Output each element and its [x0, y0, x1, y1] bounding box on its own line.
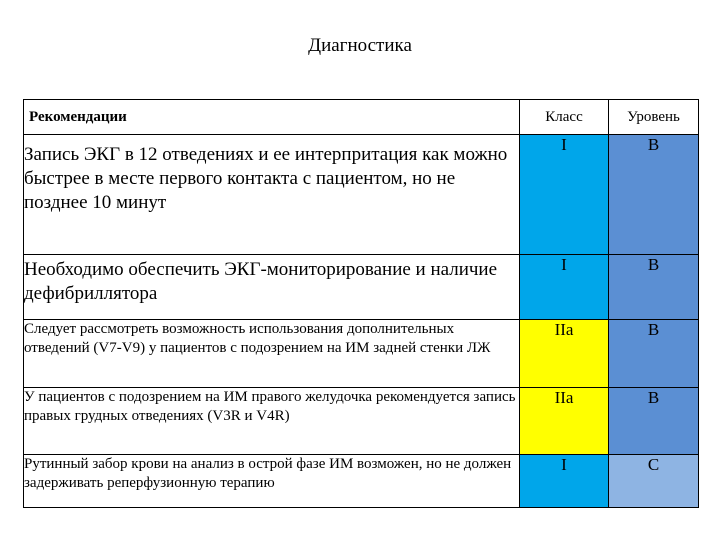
recommendation-cell: У пациентов с подозрением на ИМ правого желудочка рекомендуется запись правых грудных отведениях (V3R и V4R)	[24, 388, 520, 455]
level-cell: B	[609, 135, 699, 255]
level-cell: B	[609, 320, 699, 388]
recommendations-table	[23, 99, 699, 508]
class-cell: IIa	[520, 320, 609, 388]
class-cell: IIa	[520, 388, 609, 455]
header-class: Класс	[520, 100, 609, 135]
table-row	[24, 135, 699, 255]
level-cell: B	[609, 255, 699, 320]
table-row	[24, 388, 699, 455]
table-row	[24, 455, 699, 508]
class-cell: I	[520, 135, 609, 255]
class-cell: I	[520, 255, 609, 320]
class-cell: I	[520, 455, 609, 508]
recommendation-cell: Следует рассмотреть возможность использования дополнительных отведений (V7-V9) у пациентов с подозрением на ИМ задней стенки ЛЖ	[24, 320, 520, 388]
table-header-row	[24, 100, 699, 135]
recommendation-cell: Необходимо обеспечить ЭКГ-мониторирование и наличие дефибриллятора	[24, 255, 520, 320]
recommendation-cell: Запись ЭКГ в 12 отведениях и ее интерпритация как можно быстрее в месте первого контакта с пациентом, но не позднее 10 минут	[24, 135, 520, 255]
header-recommendations: Рекомендации	[24, 100, 520, 135]
level-cell: B	[609, 388, 699, 455]
table-row	[24, 320, 699, 388]
level-cell: C	[609, 455, 699, 508]
header-level: Уровень	[609, 100, 699, 135]
page-title: Диагностика	[308, 35, 412, 56]
recommendation-cell: Рутинный забор крови на анализ в острой фазе ИМ возможен, но не должен задерживать реперфузионную терапию	[24, 455, 520, 508]
table-row	[24, 255, 699, 320]
